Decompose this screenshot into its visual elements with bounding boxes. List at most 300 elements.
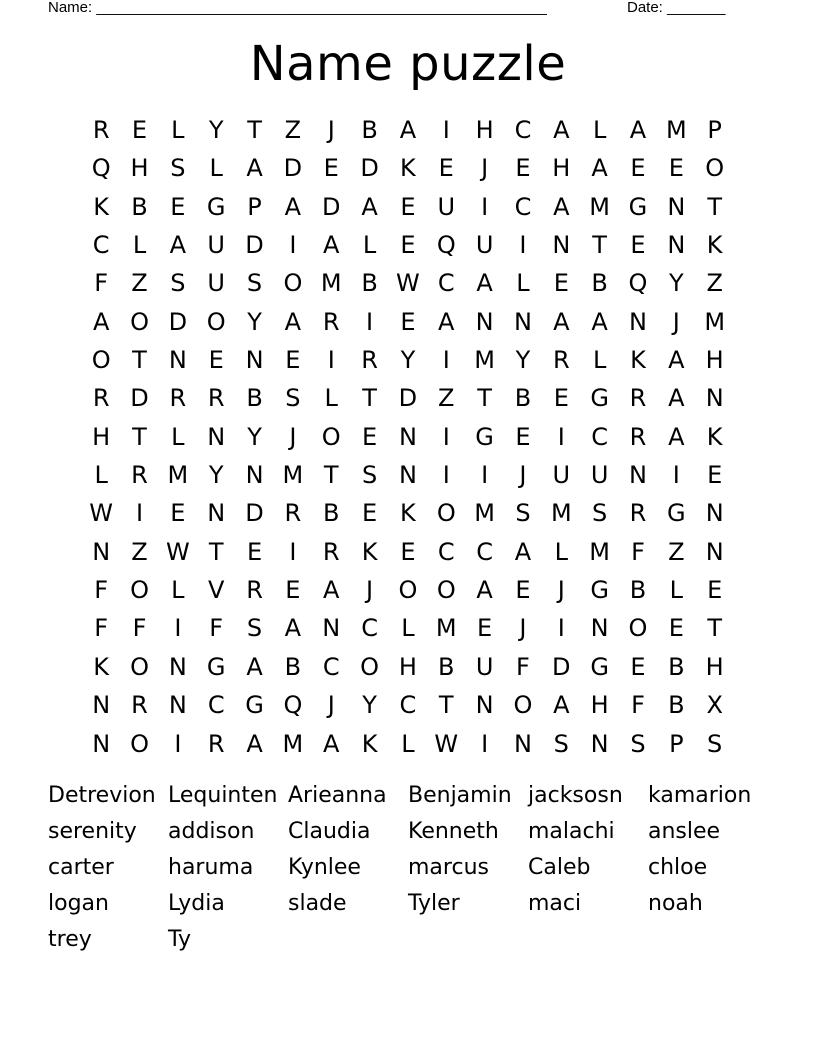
grid-cell: O xyxy=(130,652,149,681)
grid-cell: A xyxy=(284,307,302,336)
grid-cell: G xyxy=(206,192,226,221)
grid-cell: B xyxy=(629,576,647,605)
grid-cell: O xyxy=(436,576,456,605)
grid-cell: I xyxy=(442,116,450,144)
grid-cell: L xyxy=(401,729,415,758)
grid-cell: J xyxy=(519,461,527,490)
grid-cell: G xyxy=(628,192,648,221)
grid-cell: F xyxy=(516,652,530,681)
grid-cell: X xyxy=(706,691,723,720)
grid-cell: N xyxy=(398,461,417,490)
grid-cell: O xyxy=(360,652,380,681)
grid-cell: R xyxy=(322,537,340,566)
grid-cell: O xyxy=(628,614,648,643)
grid-cell: C xyxy=(207,691,225,720)
grid-cell: M xyxy=(550,499,572,528)
grid-cell: P xyxy=(247,192,262,221)
grid-cell: N xyxy=(245,461,264,490)
grid-cell: B xyxy=(668,652,685,681)
grid-cell: E xyxy=(707,576,723,605)
grid-cell: G xyxy=(590,384,609,413)
grid-cell: U xyxy=(475,652,494,681)
grid-cell: N xyxy=(667,231,686,260)
grid-cell: K xyxy=(400,154,416,183)
grid-cell: A xyxy=(668,422,685,451)
word-list-item: serenity xyxy=(48,819,137,844)
grid-cell: L xyxy=(592,346,607,375)
grid-cell: B xyxy=(591,269,608,298)
grid-cell: A xyxy=(246,154,263,183)
grid-cell: T xyxy=(208,537,224,566)
grid-cell: R xyxy=(629,499,647,528)
grid-cell: A xyxy=(92,307,110,336)
grid-cell: R xyxy=(629,422,647,451)
grid-cell: N xyxy=(168,652,187,681)
grid-cell: H xyxy=(590,691,609,720)
grid-cell: M xyxy=(282,729,304,758)
grid-cell: B xyxy=(246,384,263,413)
grid-cell: H xyxy=(92,422,111,451)
grid-cell: E xyxy=(630,154,646,183)
grid-cell: N xyxy=(207,422,226,451)
grid-cell: Y xyxy=(247,307,262,336)
grid-cell: W xyxy=(396,269,420,298)
grid-cell: E xyxy=(668,614,684,643)
grid-cell: E xyxy=(246,537,263,566)
grid-cell: N xyxy=(475,307,494,336)
grid-cell: N xyxy=(705,384,724,413)
grid-cell: O xyxy=(91,346,111,375)
grid-cell: J xyxy=(327,116,335,144)
grid-cell: D xyxy=(552,652,571,681)
grid-cell: B xyxy=(438,652,455,681)
grid-cell: E xyxy=(553,384,569,413)
grid-cell: A xyxy=(169,231,187,260)
grid-cell: L xyxy=(362,231,377,260)
grid-cell: F xyxy=(631,691,645,720)
grid-cell: K xyxy=(706,422,723,451)
grid-cell: L xyxy=(324,384,338,413)
grid-cell: A xyxy=(246,729,263,758)
grid-cell: L xyxy=(592,116,607,144)
grid-cell: Z xyxy=(438,384,455,413)
grid-cell: I xyxy=(289,231,297,260)
grid-cell: L xyxy=(171,576,185,605)
grid-cell: N xyxy=(168,691,187,720)
grid-cell: I xyxy=(481,729,489,758)
grid-cell: O xyxy=(206,307,226,336)
grid-cell: E xyxy=(361,422,378,451)
grid-cell: T xyxy=(707,192,722,221)
grid-cell: C xyxy=(514,192,532,221)
grid-cell: N xyxy=(590,614,609,643)
word-list-item: trey xyxy=(48,927,92,952)
grid-cell: R xyxy=(284,499,302,528)
grid-cell: R xyxy=(92,116,110,144)
grid-cell: J xyxy=(366,576,374,605)
grid-cell: S xyxy=(170,154,186,183)
grid-cell: N xyxy=(667,192,686,221)
grid-cell: G xyxy=(590,652,609,681)
grid-cell: Y xyxy=(668,269,684,298)
grid-cell: A xyxy=(553,307,570,336)
grid-cell: M xyxy=(704,307,726,336)
grid-cell: J xyxy=(481,154,489,183)
word-list-item: kamarion xyxy=(648,783,752,808)
grid-cell: A xyxy=(323,231,340,260)
word-list-item: Lequinten xyxy=(168,783,278,808)
grid-cell: I xyxy=(174,729,182,758)
grid-cell: T xyxy=(247,116,262,144)
grid-cell: R xyxy=(629,384,647,413)
word-list-item: Tyler xyxy=(408,891,460,916)
grid-cell: S xyxy=(553,729,569,758)
grid-cell: E xyxy=(707,461,723,490)
grid-cell: K xyxy=(361,537,378,566)
grid-cell: L xyxy=(132,231,147,260)
grid-cell: S xyxy=(515,499,531,528)
grid-cell: E xyxy=(400,231,416,260)
grid-cell: E xyxy=(400,307,416,336)
grid-cell: E xyxy=(630,231,646,260)
grid-cell: R xyxy=(92,384,110,413)
grid-cell: N xyxy=(552,231,571,260)
grid-cell: B xyxy=(284,652,302,681)
grid-cell: O xyxy=(436,499,456,528)
grid-cell: N xyxy=(475,691,494,720)
header xyxy=(48,0,748,20)
grid-cell: H xyxy=(398,652,417,681)
grid-cell: T xyxy=(477,384,492,413)
grid-cell: H xyxy=(130,154,149,183)
grid-cell: P xyxy=(669,729,684,758)
grid-cell: E xyxy=(170,499,186,528)
grid-cell: A xyxy=(591,307,608,336)
grid-cell: N xyxy=(92,691,111,720)
grid-cell: R xyxy=(246,576,263,605)
grid-cell: F xyxy=(94,576,109,605)
grid-cell: N xyxy=(705,499,724,528)
grid-cell: M xyxy=(474,499,495,528)
grid-cell: C xyxy=(361,614,378,643)
word-list-item: slade xyxy=(288,891,347,916)
grid-cell: F xyxy=(94,614,109,643)
grid-cell: A xyxy=(514,537,532,566)
grid-cell: E xyxy=(477,614,493,643)
grid-cell: C xyxy=(399,691,417,720)
grid-cell: E xyxy=(361,499,378,528)
grid-cell: L xyxy=(516,269,530,298)
grid-cell: G xyxy=(667,499,686,528)
grid-cell: E xyxy=(170,192,186,221)
grid-cell: I xyxy=(557,614,565,643)
grid-cell: H xyxy=(475,116,494,144)
grid-cell: D xyxy=(321,192,341,221)
grid-cell: E xyxy=(400,537,416,566)
grid-cell: C xyxy=(514,116,532,144)
grid-cell: B xyxy=(361,269,378,298)
grid-cell: U xyxy=(552,461,571,490)
grid-cell: C xyxy=(476,537,493,566)
grid-cell: W xyxy=(165,537,190,566)
grid-cell: L xyxy=(554,537,568,566)
grid-cell: N xyxy=(322,614,341,643)
grid-cell: G xyxy=(245,691,264,720)
grid-cell: S xyxy=(170,269,186,298)
word-list-item: Claudia xyxy=(288,819,371,844)
grid-cell: A xyxy=(438,307,455,336)
word-list-item: haruma xyxy=(168,855,254,880)
word-list xyxy=(48,778,768,958)
grid-cell: I xyxy=(442,461,450,490)
grid-cell: J xyxy=(519,614,527,643)
grid-cell: T xyxy=(132,346,147,375)
grid-cell: J xyxy=(672,307,680,336)
grid-cell: A xyxy=(361,192,378,221)
grid-cell: B xyxy=(131,192,148,221)
grid-cell: K xyxy=(400,499,416,528)
grid-cell: N xyxy=(168,346,187,375)
grid-cell: D xyxy=(130,384,149,413)
word-list-item: logan xyxy=(48,891,109,916)
grid-cell: A xyxy=(553,691,570,720)
name-line: Name: ______________________________________________________ xyxy=(48,0,547,16)
grid-cell: E xyxy=(553,269,569,298)
grid-cell: F xyxy=(631,537,645,566)
grid-cell: T xyxy=(362,384,377,413)
grid-cell: R xyxy=(552,346,570,375)
grid-cell: I xyxy=(442,422,450,451)
grid-cell: K xyxy=(93,652,110,681)
grid-cell: D xyxy=(360,154,379,183)
word-list-item: Lydia xyxy=(168,891,225,916)
grid-cell: I xyxy=(481,461,489,490)
grid-cell: I xyxy=(519,231,527,260)
grid-cell: U xyxy=(437,192,456,221)
grid-cell: T xyxy=(592,231,607,260)
grid-cell: Y xyxy=(208,116,224,144)
grid-cell: N xyxy=(398,422,417,451)
grid-cell: Z xyxy=(284,116,302,144)
grid-cell: E xyxy=(515,422,531,451)
word-list-item: Caleb xyxy=(528,855,591,880)
grid-cell: Q xyxy=(436,231,456,260)
grid-cell: M xyxy=(589,192,610,221)
grid-cell: D xyxy=(168,307,188,336)
grid-cell: N xyxy=(513,729,532,758)
grid-cell: I xyxy=(557,422,565,451)
grid-cell: I xyxy=(481,192,489,221)
grid-cell: W xyxy=(434,729,459,758)
grid-cell: O xyxy=(283,269,303,298)
grid-cell: N xyxy=(629,307,647,336)
grid-cell: R xyxy=(169,384,187,413)
word-list-item: addison xyxy=(168,819,255,844)
grid-cell: L xyxy=(401,614,415,643)
grid-cell: E xyxy=(208,346,224,375)
grid-cell: I xyxy=(174,614,182,643)
letter-grid xyxy=(82,111,734,763)
word-list-item: Kenneth xyxy=(408,819,499,844)
grid-cell: A xyxy=(246,652,263,681)
grid-cell: M xyxy=(589,537,610,566)
grid-cell: H xyxy=(552,154,571,183)
grid-cell: E xyxy=(400,192,416,221)
grid-cell: L xyxy=(171,116,185,144)
grid-cell: L xyxy=(669,576,684,605)
grid-cell: Z xyxy=(131,269,148,298)
word-list-item: Ty xyxy=(168,927,192,952)
grid-cell: A xyxy=(284,192,302,221)
grid-cell: Z xyxy=(131,537,148,566)
grid-cell: O xyxy=(513,691,533,720)
grid-cell: E xyxy=(285,346,301,375)
grid-cell: A xyxy=(553,116,570,144)
grid-cell: B xyxy=(323,499,340,528)
grid-cell: D xyxy=(398,384,418,413)
grid-cell: M xyxy=(474,346,495,375)
grid-cell: Y xyxy=(362,691,377,720)
grid-cell: R xyxy=(207,384,225,413)
grid-cell: K xyxy=(361,729,378,758)
grid-cell: E xyxy=(285,576,301,605)
grid-cell: E xyxy=(630,652,646,681)
grid-cell: I xyxy=(442,346,450,375)
grid-cell: T xyxy=(438,691,454,720)
grid-cell: U xyxy=(207,269,225,298)
grid-cell: S xyxy=(285,384,301,413)
grid-cell: G xyxy=(206,652,226,681)
word-list-item: carter xyxy=(48,855,114,880)
grid-cell: K xyxy=(93,192,110,221)
grid-cell: B xyxy=(361,116,378,144)
grid-cell: I xyxy=(366,307,374,336)
grid-cell: M xyxy=(665,116,687,144)
grid-cell: I xyxy=(135,499,144,528)
grid-cell: G xyxy=(475,422,494,451)
grid-cell: U xyxy=(475,231,494,260)
grid-cell: M xyxy=(320,269,342,298)
grid-cell: S xyxy=(246,269,263,298)
grid-cell: T xyxy=(132,422,147,451)
word-list-item: Benjamin xyxy=(408,783,512,808)
grid-cell: I xyxy=(289,537,297,566)
grid-cell: H xyxy=(705,652,724,681)
grid-cell: A xyxy=(553,192,570,221)
grid-cell: F xyxy=(94,269,109,298)
grid-cell: M xyxy=(282,461,304,490)
page-title: Name puzzle xyxy=(249,36,567,92)
grid-cell: B xyxy=(514,384,532,413)
grid-cell: O xyxy=(398,576,418,605)
grid-cell: A xyxy=(323,576,340,605)
grid-cell: A xyxy=(476,576,493,605)
grid-cell: E xyxy=(515,154,531,183)
word-list-item: maci xyxy=(528,891,582,916)
grid-cell: S xyxy=(246,614,263,643)
word-list-item: Detrevion xyxy=(48,783,156,808)
grid-cell: C xyxy=(437,269,455,298)
grid-cell: J xyxy=(289,422,297,451)
grid-cell: K xyxy=(630,346,646,375)
grid-cell: A xyxy=(323,729,340,758)
grid-cell: N xyxy=(207,499,226,528)
grid-cell: Y xyxy=(247,422,262,451)
grid-cell: A xyxy=(476,269,493,298)
word-list-item: jacksosn xyxy=(528,783,623,808)
grid-cell: K xyxy=(706,231,723,260)
word-list-item: anslee xyxy=(648,819,721,844)
grid-cell: J xyxy=(327,691,335,720)
grid-cell: Z xyxy=(706,269,723,298)
grid-cell: F xyxy=(209,614,224,643)
grid-cell: N xyxy=(92,537,111,566)
grid-cell: Q xyxy=(283,691,303,720)
grid-cell: E xyxy=(323,154,339,183)
grid-cell: B xyxy=(668,691,685,720)
grid-cell: E xyxy=(515,576,531,605)
grid-cell: N xyxy=(245,346,264,375)
grid-cell: E xyxy=(131,116,148,144)
grid-cell: I xyxy=(327,346,335,375)
grid-cell: M xyxy=(167,461,189,490)
grid-cell: R xyxy=(361,346,378,375)
grid-cell: N xyxy=(92,729,111,758)
grid-cell: R xyxy=(207,729,225,758)
grid-cell: S xyxy=(592,499,608,528)
grid-cell: A xyxy=(591,154,608,183)
grid-cell: S xyxy=(361,461,378,490)
word-list-item: Kynlee xyxy=(288,855,361,880)
grid-cell: C xyxy=(437,537,455,566)
grid-cell: U xyxy=(207,231,225,260)
grid-cell: O xyxy=(705,154,725,183)
grid-cell: F xyxy=(132,614,147,643)
grid-cell: A xyxy=(668,384,685,413)
grid-cell: R xyxy=(131,461,148,490)
grid-cell: I xyxy=(672,461,680,490)
grid-cell: Y xyxy=(515,346,531,375)
grid-cell: O xyxy=(130,307,149,336)
grid-cell: R xyxy=(131,691,148,720)
grid-cell: V xyxy=(207,576,225,605)
grid-cell: R xyxy=(322,307,340,336)
grid-cell: G xyxy=(590,576,609,605)
grid-cell: Q xyxy=(628,269,648,298)
word-list-item: Arieanna xyxy=(288,783,387,808)
word-list-item: noah xyxy=(648,891,703,916)
grid-cell: S xyxy=(630,729,646,758)
grid-cell: M xyxy=(435,614,457,643)
grid-cell: L xyxy=(209,154,223,183)
grid-cell: O xyxy=(321,422,341,451)
grid-cell: A xyxy=(629,116,647,144)
grid-cell: A xyxy=(284,614,302,643)
grid-cell: D xyxy=(245,231,264,260)
grid-cell: L xyxy=(171,422,185,451)
grid-cell: L xyxy=(94,461,108,490)
grid-cell: C xyxy=(92,231,110,260)
grid-cell: S xyxy=(707,729,723,758)
grid-cell: O xyxy=(130,576,149,605)
grid-cell: T xyxy=(323,461,339,490)
grid-cell: H xyxy=(705,346,724,375)
grid-cell: N xyxy=(705,537,724,566)
grid-cell: D xyxy=(245,499,264,528)
grid-cell: W xyxy=(89,499,114,528)
grid-cell: Y xyxy=(208,461,224,490)
grid-cell: C xyxy=(591,422,609,451)
